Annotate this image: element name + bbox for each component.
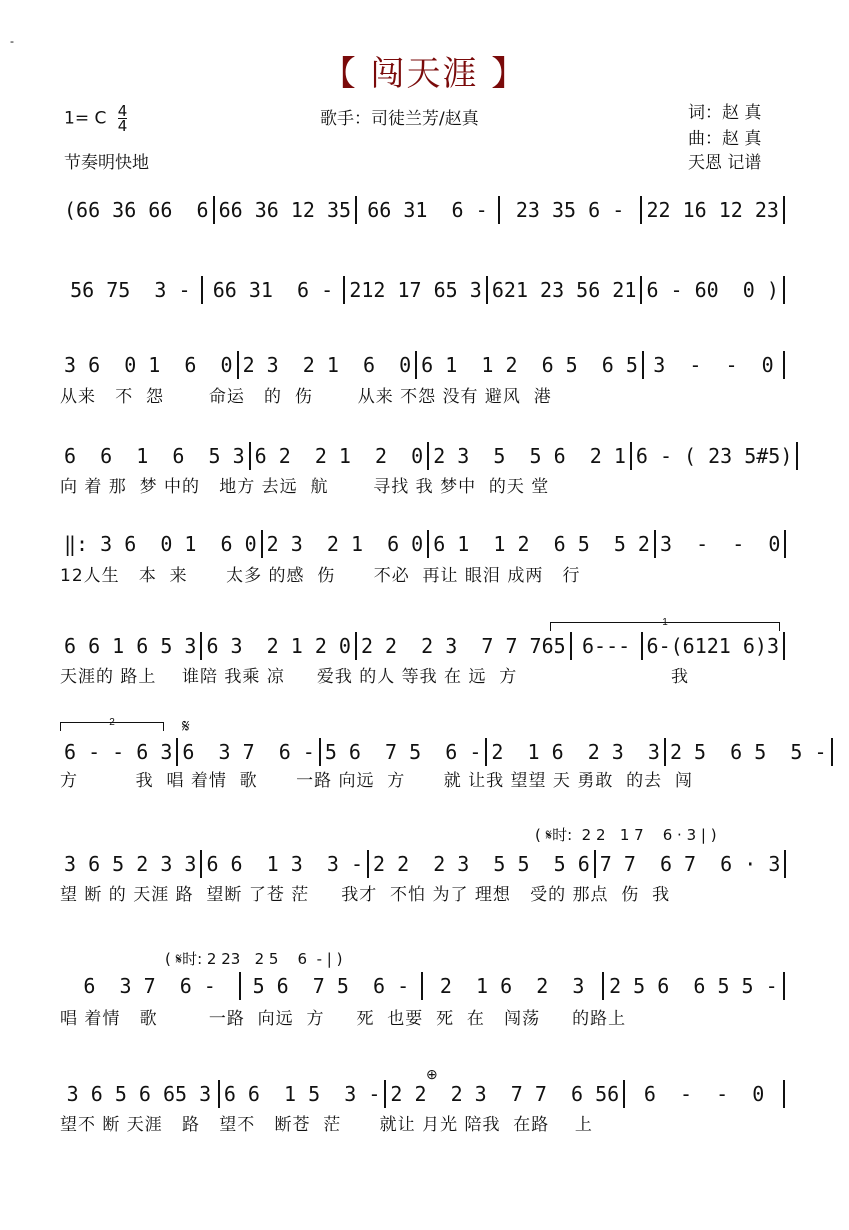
volta-2 — [60, 717, 164, 731]
tempo: 节奏明快地 — [64, 153, 149, 173]
lyric-line: 方 我 唱 着情 歌 一路 向远 方 就 让我 望望 天 勇敢 的去 闯 — [60, 771, 693, 791]
lyric-line: 望 断 的 天涯 路 望断 了苍 茫 我才 不怕 为了 理想 受的 那点 伤 我 — [60, 885, 671, 905]
segno-icon: 𝄋 — [182, 716, 190, 736]
measure: ‖: 3 6 0 1 6 0 — [60, 530, 263, 558]
singer: 歌手：司徒兰芳/赵真 — [320, 109, 479, 129]
lyric-line: 12人生 本 来 太多 的感 伤 不必 再让 眼泪 成两 行 — [60, 566, 581, 586]
volta-1-label: 1 — [662, 617, 668, 628]
notation-row — [60, 1080, 785, 1108]
measure: 5 6 7 5 6 - — [241, 972, 422, 1000]
composer: 曲：赵 真 — [688, 129, 762, 149]
segno-alt-ending-2: ( 𝄋时: 2 23 2 5 6 - | ) — [165, 950, 343, 968]
notation-row — [60, 738, 827, 766]
measure: 6 1 1 2 6 5 5 2 — [429, 530, 656, 558]
measure: 6 1 1 2 6 5 6 5 — [417, 351, 644, 379]
measure: 3 6 5 2 3 3 — [60, 850, 202, 878]
segno-alt-ending-1: ( 𝄋时: 2 2 1 7 6 · 3 | ) — [535, 826, 717, 844]
measure: 212 17 65 3 — [345, 276, 488, 304]
measure: 6 6 1 5 3 - — [220, 1080, 387, 1108]
time-den: 4 — [117, 117, 128, 135]
lyric-line: 望不 断 天涯 路 望不 断苍 茫 就让 月光 陪我 在路 上 — [60, 1115, 593, 1135]
measure: 6--- — [572, 632, 643, 660]
measure: 66 31 6 - — [203, 276, 346, 304]
measure: 3 6 5 6 65 3 — [60, 1080, 220, 1108]
lyricist: 词：赵 真 — [688, 103, 762, 123]
measure: 2 5 6 6 5 5 - — [604, 972, 785, 1000]
measure: 2 1 6 2 3 — [423, 972, 604, 1000]
song-title: 【 闯天涯 】 — [321, 54, 528, 94]
measure: 6 6 1 6 5 3 — [60, 632, 202, 660]
notation-row — [60, 850, 785, 878]
time-num: 4 — [117, 102, 128, 120]
transcriber: 天恩 记谱 — [688, 153, 762, 173]
measure: 2 3 5 5 6 2 1 — [429, 442, 632, 470]
coda-icon: ⊕ — [426, 1066, 438, 1082]
measure: 2 2 2 3 7 7 765 — [357, 632, 572, 660]
measure: 56 75 3 - — [60, 276, 203, 304]
measure: 5 6 7 5 6 - — [321, 738, 488, 766]
measure: 66 36 12 35 — [215, 196, 358, 224]
volta-2-label: 2 — [109, 717, 115, 728]
measure: 7 7 6 7 6 · 3 — [596, 850, 787, 878]
lyric-line: 唱 着情 歌 一路 向远 方 死 也要 死 在 闯荡 的路上 — [60, 1009, 627, 1029]
measure: 621 23 56 21 — [488, 276, 643, 304]
measure: 2 3 2 1 6 0 — [263, 530, 430, 558]
stray-mark: - — [10, 34, 14, 48]
measure: 3 - - 0 — [656, 530, 786, 558]
lyric-line: 向 着 那 梦 中的 地方 去远 航 寻找 我 梦中 的天 堂 — [60, 477, 550, 497]
measure: 6 2 2 1 2 0 — [251, 442, 430, 470]
measure: 2 1 6 2 3 3 — [487, 738, 666, 766]
measure: 3 6 0 1 6 0 — [60, 351, 239, 379]
measure: 6 3 7 6 - — [60, 972, 241, 1000]
measure: 66 31 6 - — [357, 196, 500, 224]
measure: 6-(6121 6)3 — [643, 632, 785, 660]
measure: 6 3 2 1 2 0 — [202, 632, 357, 660]
time-signature — [118, 104, 128, 133]
volta-1 — [550, 617, 780, 631]
key-signature — [64, 104, 127, 133]
measure: 2 2 2 3 7 7 6 56 — [386, 1080, 625, 1108]
notation-row — [60, 632, 785, 660]
notation-row — [60, 530, 785, 558]
measure: 6 - - 0 — [625, 1080, 785, 1108]
lyric-line: 天涯的 路上 谁陪 我乘 凉 爱我 的人 等我 在 远 方 我 — [60, 667, 689, 687]
measure: 23 35 6 - — [500, 196, 643, 224]
notation-row — [60, 276, 785, 304]
notation-row — [60, 351, 785, 379]
measure: 2 2 2 3 5 5 5 6 — [369, 850, 596, 878]
lyric-line: 从来 不 怨 命运 的 伤 从来 不怨 没有 避风 港 — [60, 387, 552, 407]
measure: 2 5 6 5 5 - — [666, 738, 833, 766]
measure: 22 16 12 23 — [642, 196, 785, 224]
measure: 3 - - 0 — [644, 351, 785, 379]
measure: 6 6 1 3 3 - — [202, 850, 369, 878]
notation-row — [60, 196, 785, 224]
measure: 6 6 1 6 5 3 — [60, 442, 251, 470]
measure: (66 36 66 6 — [60, 196, 215, 224]
notation-row — [60, 442, 793, 470]
measure: 6 3 7 6 - — [178, 738, 320, 766]
measure: 6 - - 6 3 — [60, 738, 178, 766]
measure: 6 - ( 23 5#5) — [632, 442, 799, 470]
measure: 6 - 60 0 ) — [642, 276, 785, 304]
measure: 2 3 2 1 6 0 — [239, 351, 418, 379]
notation-row — [60, 972, 785, 1000]
key: 1= C — [64, 108, 107, 129]
